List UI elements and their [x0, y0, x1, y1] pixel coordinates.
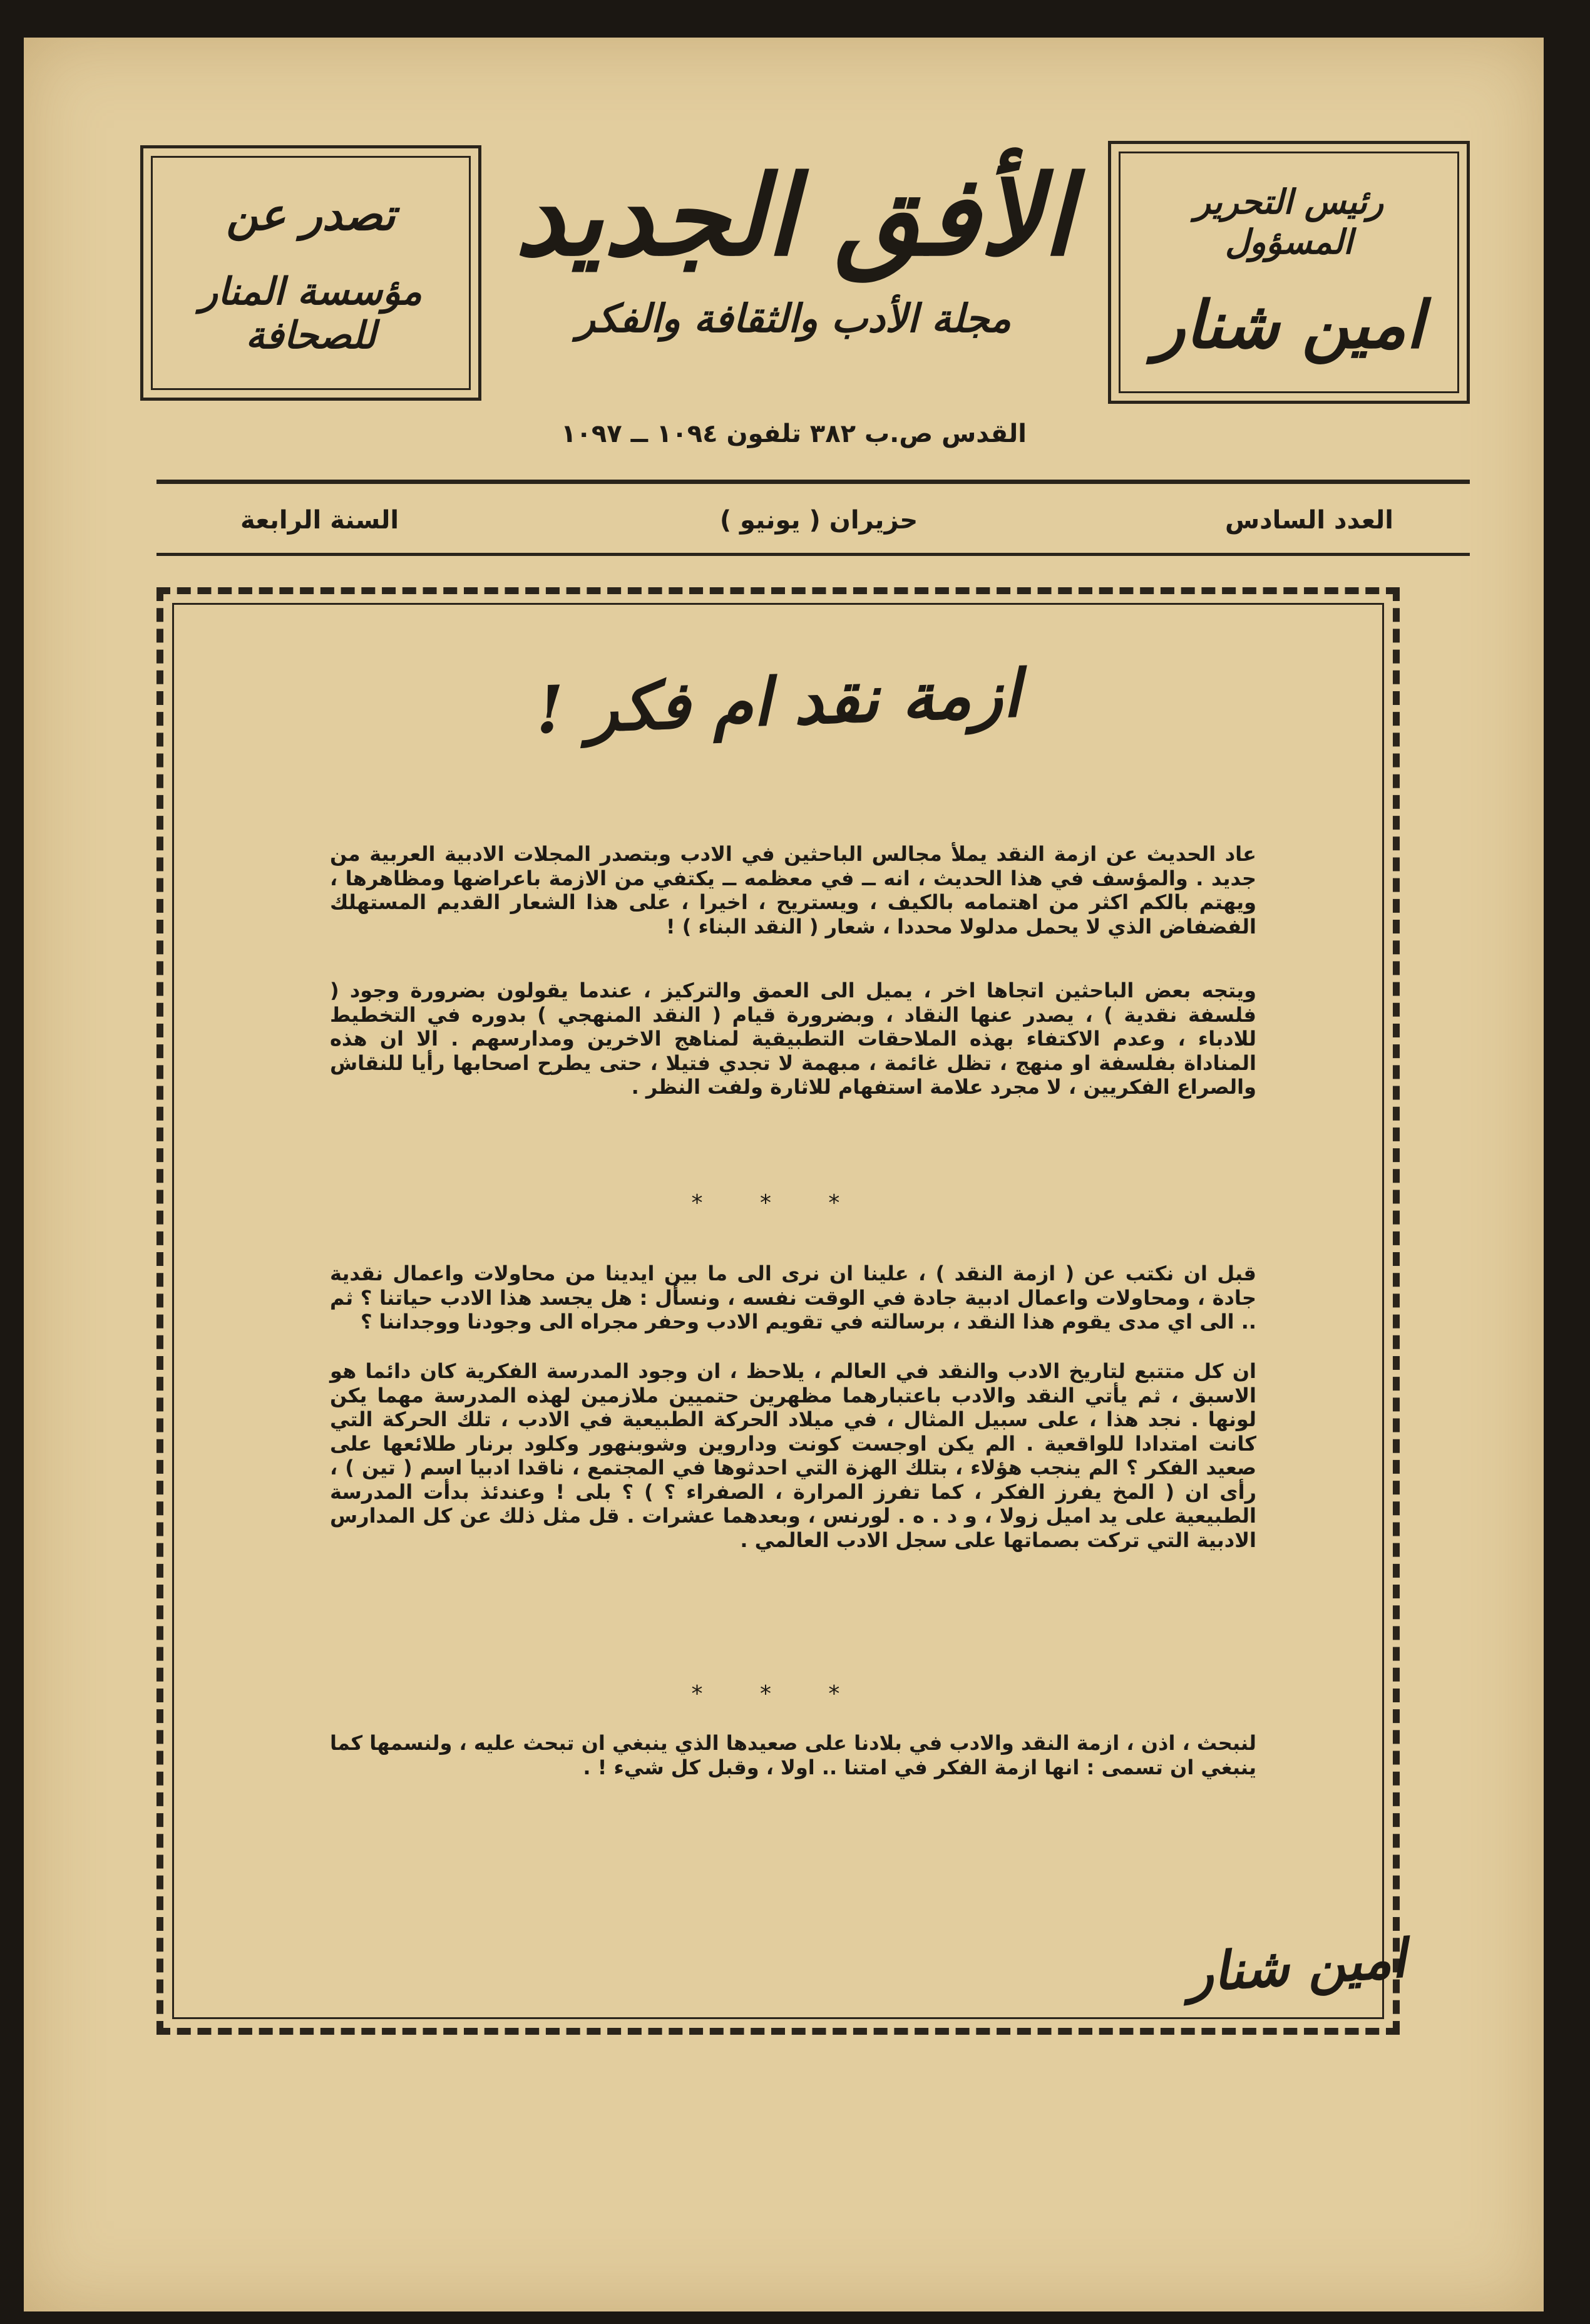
editor-name: امين شنار — [1154, 286, 1424, 364]
article-paragraph-4: ان كل متتبع لتاريخ الادب والنقد في العالم ، يلاحظ ، ان وجود المدرسة الفكرية كان دائما هو الاسبق ، ثم يأتي النقد والادب باعتبارهما مظهرين حتميين ملازمين لهذه المدرسة مهما يكن لونها . نجد هذا ، على سبيل المثال ، في ميلاد الحركة الطبيعية في الادب ، تلك الحركة التي كانت امتدادا للواقعية . الم يكن اوجست كونت وداروين وشوبنهور وكلود برنار طلائعها على صعيد الفكر ؟ الم ينجب هؤلاء ، بتلك الهزة التي احدثوها في المجتمع ، ناقدا ادبيا اسم ( تين ) ، رأى ان ( المخ يفرز الفكر ، كما تفرز المرارة ، الصفراء ؟ ) ؟ بلى ! وعندئذ بدأت المدرسة الطبيعية على يد اميل زولا ، و د . ه . لورنس ، وبعدهما عشرات . قل مثل ذلك عن كل المدارس الادبية التي تركت بصماتها على سجل الادب العالمي . — [330, 1359, 1256, 1552]
masthead-address: القدس ص.ب ٣٨٢ تلفون ١٠٩٤ ــ ١٠٩٧ — [561, 419, 1027, 448]
author-signature: امين شنار — [1186, 1926, 1408, 2005]
editor-box — [1108, 141, 1470, 404]
section-divider-1: * * * — [691, 1190, 865, 1216]
issue-year: السنة الرابعة — [240, 506, 399, 535]
article-frame — [156, 587, 1400, 2035]
article-paragraph-5: لنبحث ، اذن ، ازمة النقد والادب في بلادنا على صعيدها الذي ينبغي ان تبحث عليه ، ولنسمها كما ينبغي ان تسمى : انها ازمة الفكر في امتنا .. اولا ، وقبل كل شيء ! . — [330, 1731, 1256, 1779]
issue-number: العدد السادس — [1224, 506, 1393, 535]
publisher-label: تصدر عن — [226, 188, 396, 240]
editor-label: رئيس التحرير المسؤول — [1194, 181, 1384, 262]
publisher-name: مؤسسة المنار للصحافة — [200, 270, 422, 358]
article-paragraph-1: عاد الحديث عن ازمة النقد يملأ مجالس الباحثين في الادب وبتصدر المجلات الادبية العربية من جديد . والمؤسف في هذا الحديث ، انه ــ في معظمه ــ يكتفي من الازمة باعراضها ومظاهرها ، ويهتم بالكم اكثر من اهتمامه بالكيف ، ويستريح ، اخيرا ، على هذا الشعار القديم المستهلك الفضفاض الذي لا يحمل مدلولا محددا ، شعار ( النقد البناء ) ! — [330, 842, 1256, 938]
section-divider-2: * * * — [691, 1681, 865, 1707]
article-title: ازمة نقد ام فكر ! — [534, 654, 1022, 749]
article-paragraph-2: ويتجه بعض الباحثين اتجاها اخر ، يميل الى العمق والتركيز ، عندما يقولون بضرورة وجود ( فلسفة نقدية ) ، يصدر عنها النقاد ، وبضرورة قيام ( النقد المنهجي ) بدوره في التخطيط للادباء ، وعدم الاكتفاء بهذه الملاحقات التطبيقية لمناهج الاخرين ومدارسهم . الا ان هذه المناداة بفلسفة او منهج ، تظل غائمة ، مبهمة لا تجدي فتيلا ، حتى يطرح اصحابها رأيا للنقاش والصراع الفكريين ، لا مجرد علامة استفهام للاثارة ولفت النظر . — [330, 979, 1256, 1099]
magazine-page — [24, 38, 1544, 2311]
masthead-title: الأفق الجديد — [515, 151, 1073, 280]
issue-month: حزيران ( يونيو ) — [719, 506, 918, 535]
article-paragraph-3: قبل ان نكتب عن ( ازمة النقد ) ، علينا ان نرى الى ما بين ايدينا من محاولات واعمال نقدية جادة ، ومحاولات واعمال ادبية جادة في الوقت نفسه ، ونسأل : هل يجسد هذا الادب حياتنا ؟ ثم .. الى اي مدى يقوم هذا النقد ، برسالته في تقويم الادب وحفر مجراه الى وجودنا ووجداننا ؟ — [330, 1262, 1256, 1334]
header-rule-top — [156, 480, 1470, 484]
masthead-subtitle: مجلة الأدب والثقافة والفكر — [576, 296, 1012, 341]
publisher-box — [140, 145, 481, 401]
header-rule-bottom — [156, 553, 1470, 556]
